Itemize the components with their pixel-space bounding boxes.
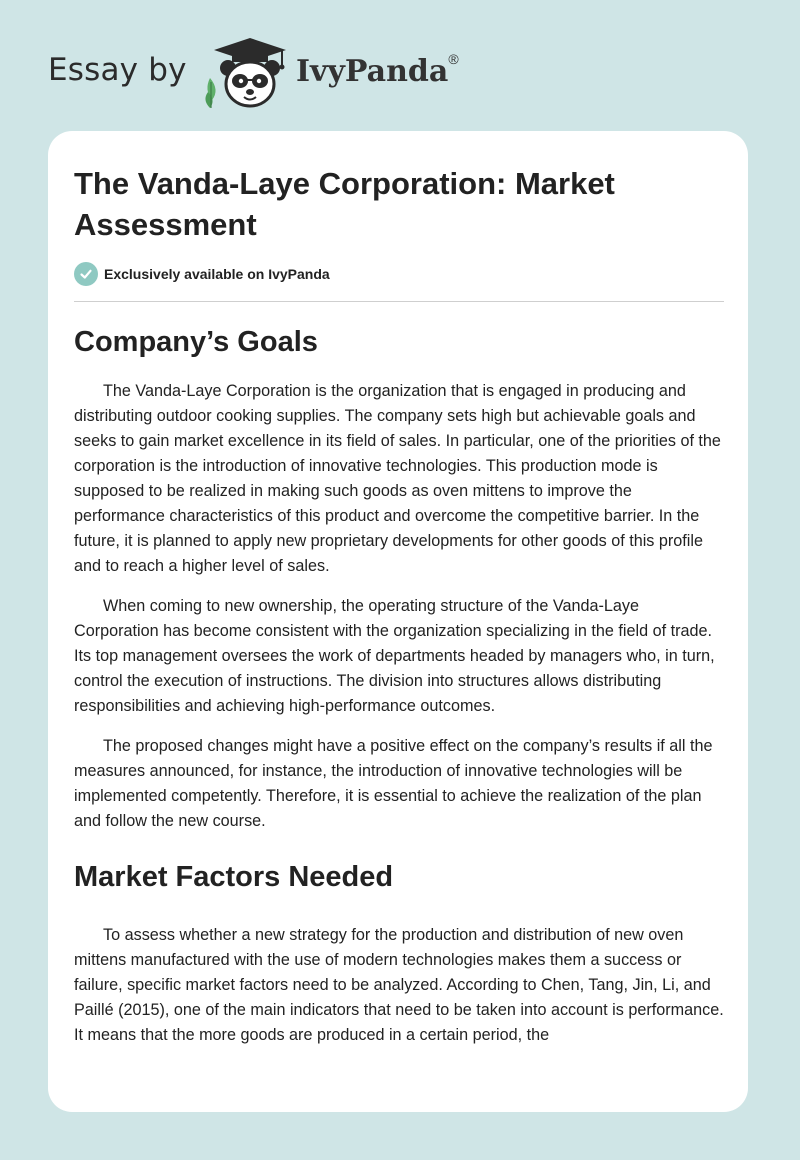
paragraph: When coming to new ownership, the operating structure of the Vanda-Laye Corporation has become consistent with the organization specializing in the field of trade. Its top management oversees the work of departments headed by managers who, in turn, control the execution of instructions. The division into structures allows distributing responsibilities and achieving high-performance outcomes. [74,597,715,715]
panda-graduate-icon[interactable] [202,34,292,110]
paragraph: To assess whether a new strategy for the production and distribution of new oven mittens manufactured with the use of modern technologies makes them a success or failure, specific market factors need to be analyzed. According to Chen, Tang, Jin, Li, and Paillé (2015), one of the main indicators that need to be taken into account is performance. It means that the more goods are produced in a certain period, the [74,926,724,1044]
paragraph: The proposed changes might have a positive effect on the company’s results if all the measures announced, for instance, the introduction of innovative technologies will be implemented competently. Therefore, it is essential to achieve the realization of the plan and follow the new course. [74,737,713,830]
article-card [48,131,748,1112]
check-icon [74,262,98,286]
title-divider [74,301,724,302]
brand-name[interactable]: IvyPanda® [296,51,459,89]
site-header [48,34,748,114]
page-title: The Vanda-Laye Corporation: Market Assessment [74,166,615,242]
section-heading-market-factors: Market Factors Needed [74,861,394,893]
essay-by-label: Essay by [48,52,187,88]
exclusive-badge [74,261,724,287]
section-heading-goals: Company’s Goals [74,326,318,358]
paragraph: The Vanda-Laye Corporation is the organization that is engaged in producing and distributing outdoor cooking supplies. The company sets high but achievable goals and seeks to gain market excellence in its field of sales. In particular, one of the priorities of the corporation is the introduction of innovative technologies. This production mode is supposed to be realized in making such goods as oven mittens to improve the performance characteristics of this product and overcome the competitive barrier. In the future, it is planned to apply new proprietary developments for other goods of this profile and to reach a higher level of sales. [74,382,721,575]
exclusive-badge-label: Exclusively available on IvyPanda [104,266,330,282]
article-content [74,163,724,1048]
registered-mark: ® [448,51,459,67]
